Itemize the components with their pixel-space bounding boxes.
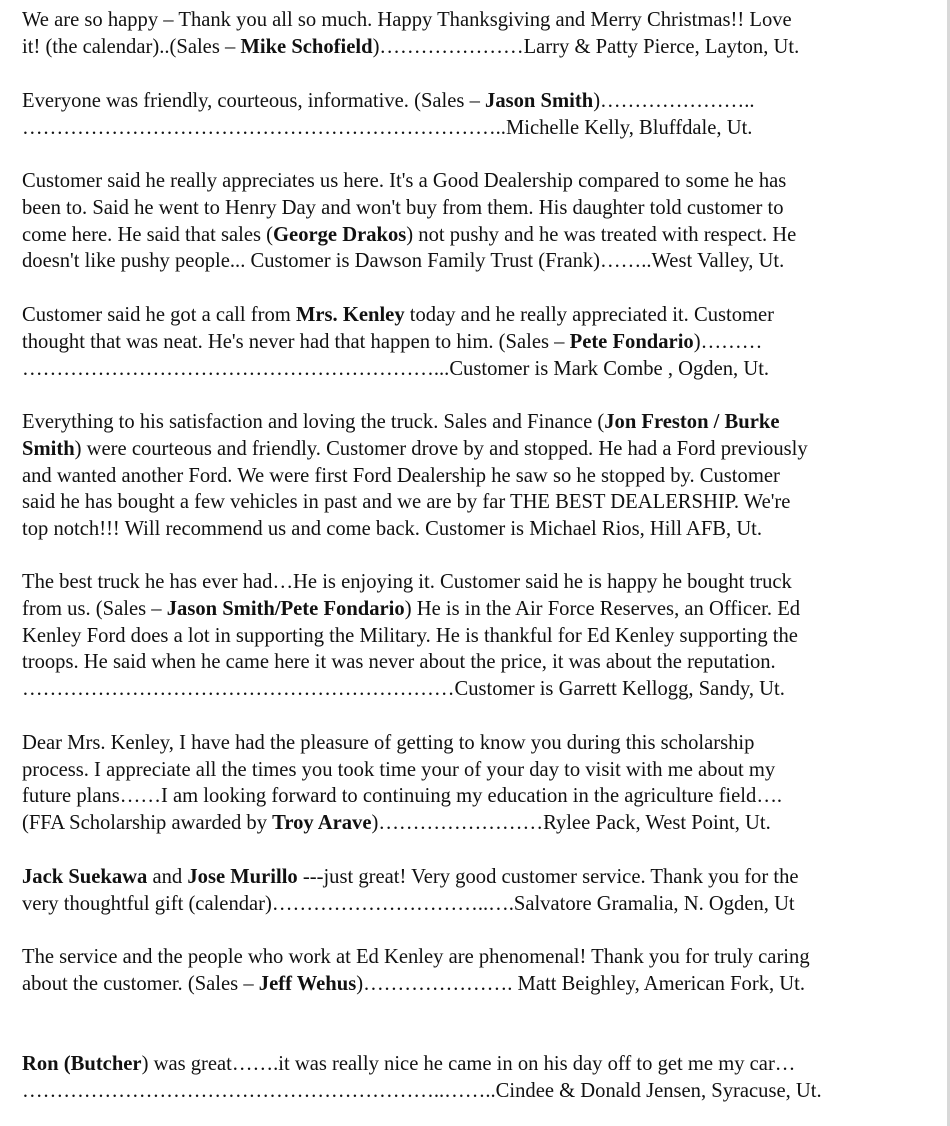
testimonial-line [22,596,800,623]
testimonial-text: Everyone was friendly, courteous, informative. (Sales – [22,90,486,112]
testimonial-line [22,569,792,596]
testimonial-text: The best truck he has ever had…He is enjoying it. Customer said he is happy he bought truck [22,571,792,593]
testimonial-text: The service and the people who work at Ed Kenley are phenomenal! Thank you for truly caring [22,946,810,968]
testimonial-text: Customer said he really appreciates us here. It's a Good Dealership compared to some he has [22,170,787,192]
testimonial-text: ) were courteous and friendly. Customer drove by and stopped. He had a Ford previously [74,438,808,460]
testimonial-text: today and he really appreciated it. Customer [404,304,775,326]
testimonial-line [22,409,779,436]
testimonial-text: Customer said he got a call from [22,304,296,326]
testimonial-line [22,168,786,195]
testimonial-line [22,329,762,356]
staff-name: Smith [22,438,75,460]
testimonial-text: troops. He said when he came here it was never about the price, it was about the reputation. [22,651,776,673]
testimonial-text: )……… [693,331,763,353]
testimonial-text: ) was great…….it was really nice he came in on his day off to get me my car… [141,1053,796,1075]
testimonial-text: ) not pushy and he was treated with respect. He [406,224,797,246]
testimonial-text: said he has bought a few vehicles in past and we are by far THE BEST DEALERSHIP. We're [22,491,791,513]
testimonial-line [22,34,799,61]
testimonial-line [22,7,792,34]
staff-name: Troy Arave [272,812,372,834]
testimonial-line [22,891,795,918]
testimonial-line [22,783,782,810]
testimonial-line [22,730,754,757]
testimonial-line [22,222,796,249]
testimonial-text: process. I appreciate all the times you took time your of your day to visit with me about my [22,759,776,781]
testimonial-text: very thoughtful gift (calendar)…………………………..….Salvatore Gramalia, N. Ogden, Ut [22,893,795,915]
staff-name: Jason Smith [485,90,594,112]
testimonial-text: been to. Said he went to Henry Day and won't buy from them. His daughter told customer to [22,197,784,219]
testimonial-line [22,463,780,490]
testimonial-text: doesn't like pushy people... Customer is Dawson Family Trust (Frank)……..West Valley, Ut. [22,250,785,272]
testimonial-line [22,195,784,222]
testimonial-text: ……………………………………………………………..Michelle Kelly, Bluffdale, Ut. [22,117,753,139]
testimonial-line [22,436,808,463]
testimonial-line [22,489,790,516]
testimonial-text: )………………….. [593,90,755,112]
testimonial-text: ………………………………………………………Customer is Garrett Kellogg, Sandy, Ut. [22,678,785,700]
testimonial-text: (FFA Scholarship awarded by [22,812,273,834]
testimonial-text: ---just great! Very good customer service. Thank you for the [297,866,799,888]
testimonial-text: )…………………Larry & Patty Pierce, Layton, Ut. [372,36,800,58]
testimonial-line [22,623,798,650]
staff-name: George Drakos [273,224,407,246]
testimonial-line [22,810,771,837]
testimonial-text: it! (the calendar)..(Sales – [22,36,241,58]
testimonial-text: )…………………. Matt Beighley, American Fork, Ut. [356,973,806,995]
testimonial-line [22,356,769,383]
testimonial-line [22,864,799,891]
testimonial-text: come here. He said that sales ( [22,224,274,246]
testimonial-text: about the customer. (Sales – [22,973,259,995]
staff-name: Jose Murillo [187,866,298,888]
testimonial-line [22,757,775,784]
testimonial-line [22,971,805,998]
staff-name: Mike Schofield [240,36,373,58]
testimonial-line [22,1078,822,1105]
testimonial-text: Everything to his satisfaction and loving the truck. Sales and Finance ( [22,411,605,433]
testimonial-text: future plans……I am looking forward to continuing my education in the agriculture field…. [22,785,783,807]
testimonial-text: and wanted another Ford. We were first Ford Dealership he saw so he stopped by. Customer [22,465,780,487]
testimonial-line [22,302,774,329]
testimonial-text: thought that was neat. He's never had that happen to him. (Sales – [22,331,570,353]
testimonial-line [22,115,752,142]
testimonial-text: ) He is in the Air Force Reserves, an Officer. Ed [404,598,801,620]
testimonial-text: ……………………………………………………..……..Cindee & Donald Jensen, Syracuse, Ut. [22,1080,822,1102]
testimonial-text: Kenley Ford does a lot in supporting the Military. He is thankful for Ed Kenley supporting the [22,625,798,647]
testimonial-line [22,1051,795,1078]
staff-name: Ron (Butcher [22,1053,142,1075]
staff-name: Jon Freston / Burke [604,411,780,433]
testimonial-text: top notch!!! Will recommend us and come back. Customer is Michael Rios, Hill AFB, Ut. [22,518,763,540]
testimonial-text: ……………………………………………………...Customer is Mark Combe , Ogden, Ut. [22,358,770,380]
testimonial-line [22,516,762,543]
staff-name: Mrs. Kenley [295,304,405,326]
testimonial-line [22,248,784,275]
testimonial-line [22,676,785,703]
testimonial-line [22,944,810,971]
testimonial-line [22,88,755,115]
testimonial-text: and [147,866,188,888]
staff-name: Jack Suekawa [22,866,148,888]
testimonial-text: We are so happy – Thank you all so much. Happy Thanksgiving and Merry Christmas!! Love [22,9,792,31]
staff-name: Pete Fondario [569,331,694,353]
staff-name: Jason Smith/Pete Fondario [166,598,405,620]
testimonial-text: from us. (Sales – [22,598,167,620]
testimonial-line [22,649,776,676]
testimonial-text: Dear Mrs. Kenley, I have had the pleasure of getting to know you during this scholarship [22,732,755,754]
staff-name: Jeff Wehus [258,973,357,995]
testimonial-text: )……………………Rylee Pack, West Point, Ut. [371,812,771,834]
